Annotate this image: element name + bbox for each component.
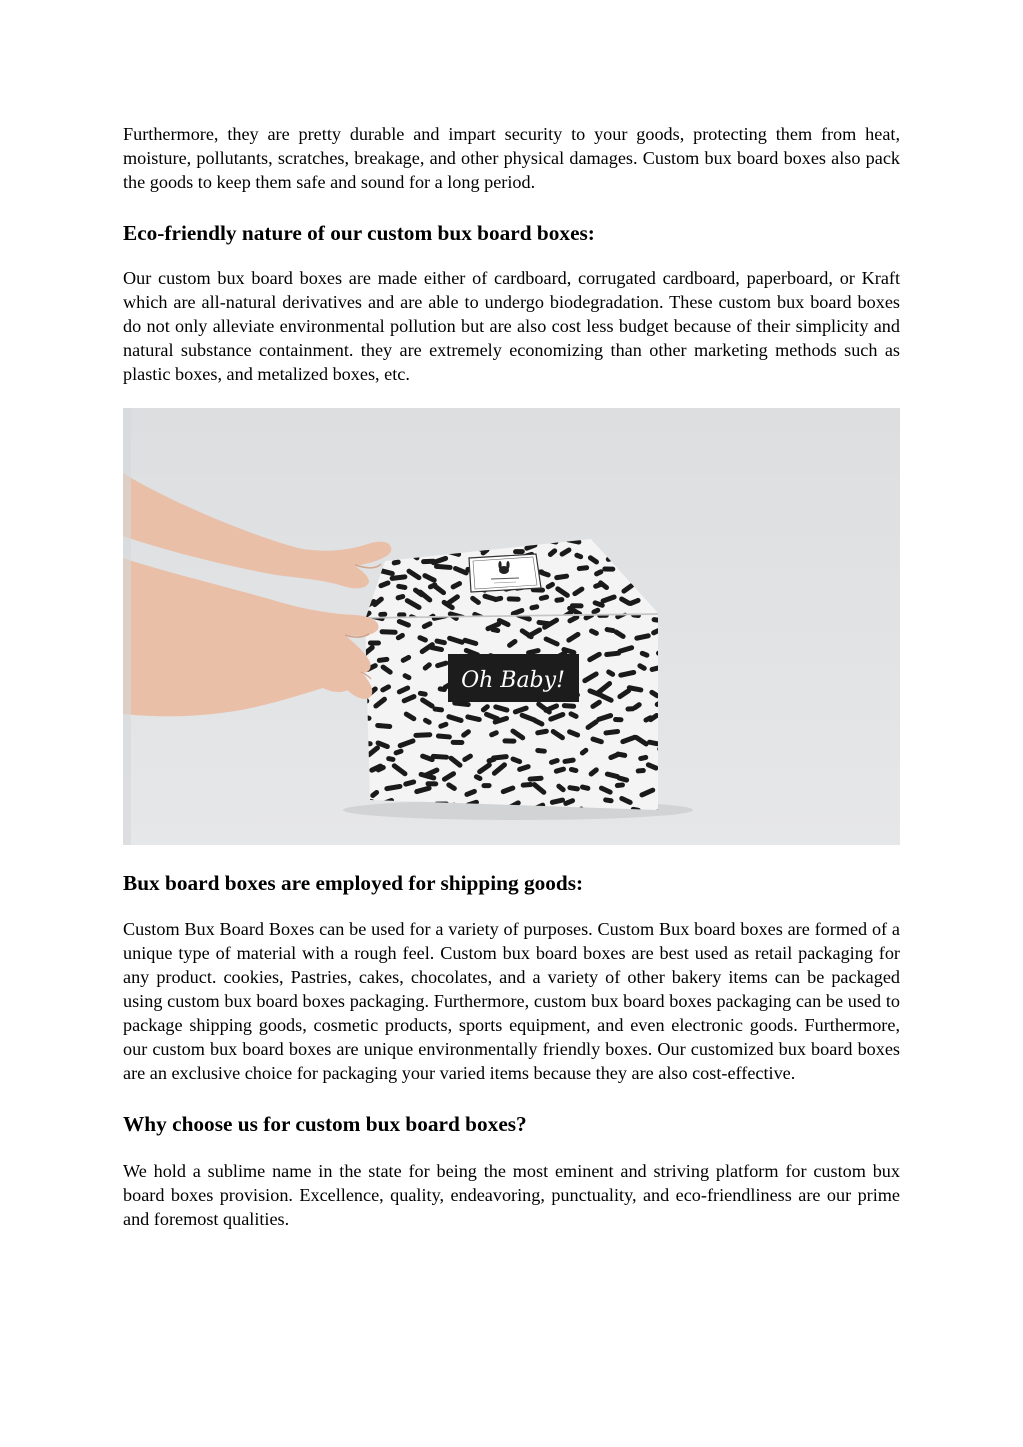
pattern-dash [378, 612, 387, 618]
front-label-text: Oh Baby! [461, 668, 565, 693]
pattern-dash [636, 768, 647, 774]
pattern-dash [513, 549, 525, 554]
pattern-dash [507, 596, 521, 602]
pattern-dash [425, 781, 438, 786]
why-choose-us-heading: Why choose us for custom bux board boxes? [123, 1112, 527, 1136]
pattern-dash [379, 629, 397, 635]
pattern-dash [502, 738, 516, 743]
pattern-dash [602, 566, 615, 571]
document-page [123, 122, 900, 1231]
pattern-dash [451, 740, 465, 745]
pattern-dash [368, 640, 381, 645]
pattern-dash [413, 732, 432, 738]
pattern-dash [613, 717, 624, 722]
box-photo-illustration [123, 408, 900, 845]
product-photo [123, 408, 900, 845]
why-choose-us-paragraph: We hold a sublime name in the state for being the most eminent and striving platform for custom bux board boxes provision. Excellence, quality, endeavoring, punctuality, and eco-friendliness are our prime and foremost qualities. [123, 1161, 900, 1229]
shipping-heading: Bux board boxes are employed for shipping goods: [123, 871, 584, 895]
pattern-dash [562, 703, 577, 709]
eco-friendly-paragraph: Our custom bux board boxes are made either of cardboard, corrugated cardboard, paperboard, or Kraft which are all-natural derivatives and are able to undergo biodegradation. These custom bux board boxes do not only alleviate environmental pollution but are also cost less budget because of their simplicity and natural substance containment. they are extremely economizing than other marketing methods such as plastic boxes, and metalized boxes, etc. [123, 268, 900, 384]
pattern-dash [481, 783, 491, 788]
eco-friendly-heading: Eco-friendly nature of our custom bux board boxes: [123, 221, 595, 245]
shipping-paragraph: Custom Bux Board Boxes can be used for a variety of purposes. Custom Bux board boxes are formed of a unique type of material with a rough feel. Custom bux board boxes are best used as retail packaging for any product. cookies, Pastries, cakes, chocolates, and a variety of other bakery items can be packaged using custom bux board boxes packaging. Furthermore, custom bux board boxes packaging can be used to package shipping goods, cosmetic products, sports equipment, and even electronic goods. Furthermore, our custom bux board boxes are unique environmentally friendly boxes. Our customized bux board boxes are an exclusive choice for packaging your varied items because they are also cost-effective. [123, 919, 900, 1083]
left-edge-shade [123, 408, 131, 845]
intro-paragraph: Furthermore, they are pretty durable and impart security to your goods, protecting them from heat, moisture, pollutants, scratches, breakage, and other physical damages. Custom bux board boxes also pack the goods to keep them safe and sound for a long period. [123, 124, 900, 192]
